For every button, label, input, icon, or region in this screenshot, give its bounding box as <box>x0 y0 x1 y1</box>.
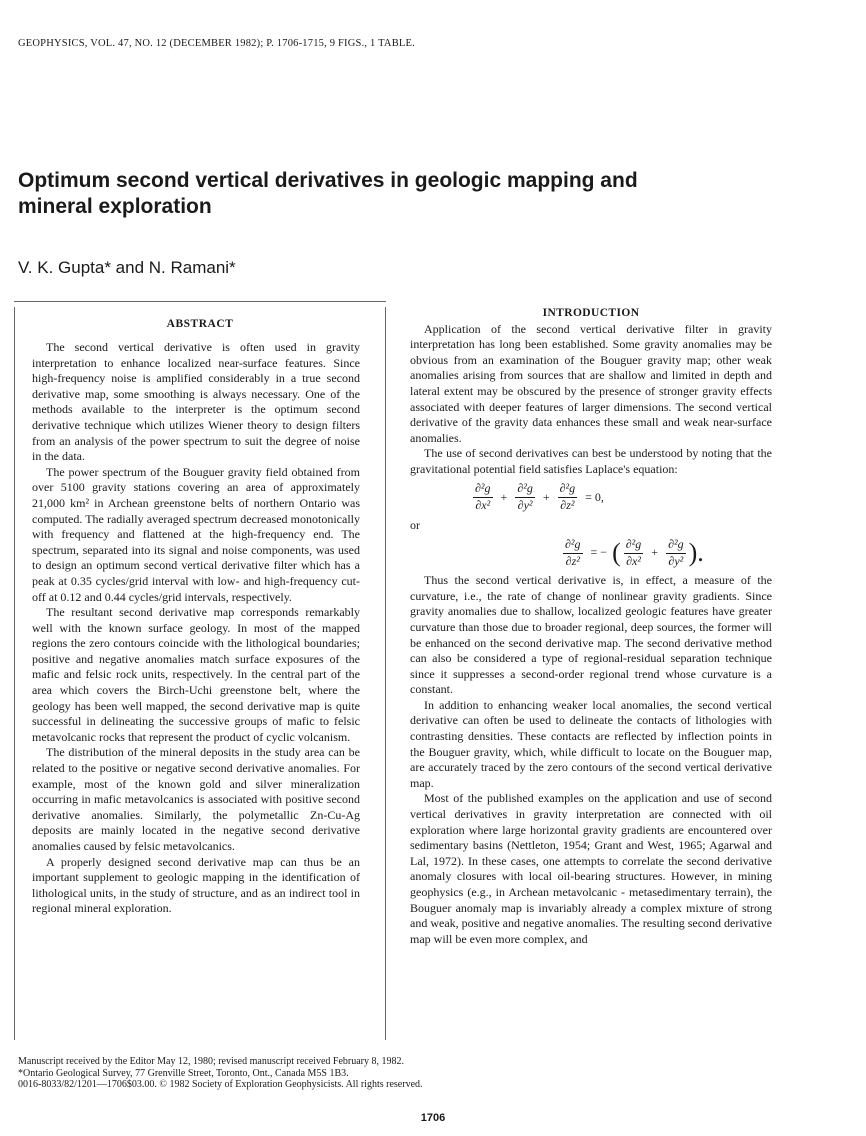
abstract-heading: ABSTRACT <box>166 318 234 330</box>
equals-minus: = − <box>590 545 608 560</box>
abstract-paragraph: The resultant second derivative map corresponds remarkably well with the known surface geology. In most of the mapped regions the zero contours coincide with the lithological boundaries; positive and negative anomalies match surface exposures of the mafic and felsic rock units, respectively. In the central part of the area which covers the Birch-Uchi greenstone belt, where the geology has been well mapped, the second derivative map is quite successful in delineating the successive groups of mafic to felsic metavolcanic rocks that represent the product of cyclic volcanism. <box>32 605 360 744</box>
page-number: 1706 <box>420 1112 446 1124</box>
second-derivative-equation <box>410 533 772 573</box>
plus-sign: + <box>542 489 550 504</box>
introduction-heading: INTRODUCTION <box>542 307 640 319</box>
open-paren: ( <box>612 538 621 568</box>
footnotes <box>18 1056 718 1091</box>
footnote-manuscript: Manuscript received by the Editor May 12, 1980; revised manuscript received February 8, 1982. <box>18 1056 405 1067</box>
denominator: ∂x² <box>626 553 641 568</box>
numerator: ∂²g <box>473 481 493 498</box>
footnote-copyright: 0016-8033/82/1201—1706$03.00. © 1982 Society of Exploration Geophysicists. All rights reserved. <box>18 1079 423 1090</box>
abstract-paragraph: The distribution of the mineral deposits in the study area can be related to the positive or negative second derivative anomalies. For example, most of the known gold and silver mineralization occurring in mafic metavolcanics is associated with positive second derivative anomalies. Similarly, the polymetallic Zn-Cu-Ag deposits are mainly located in the negative second derivative anomalies caused by felsic metavolcanics. <box>32 745 360 853</box>
fraction <box>473 481 493 513</box>
introduction-column <box>410 306 772 947</box>
fraction <box>558 481 578 513</box>
denominator: ∂z² <box>565 553 580 568</box>
fraction <box>666 537 686 569</box>
close-paren: ). <box>688 538 704 568</box>
numerator: ∂²g <box>624 537 644 554</box>
journal-citation: GEOPHYSICS, VOL. 47, NO. 12 (DECEMBER 1982); P. 1706-1715, 9 FIGS., 1 TABLE. <box>18 38 415 49</box>
footnote-affiliation: *Ontario Geological Survey, 77 Grenville Street, Toronto, Ont., Canada M5S 1B3. <box>18 1067 349 1079</box>
numerator: ∂²g <box>563 537 583 554</box>
article-title: Optimum second vertical derivatives in geologic mapping and mineral exploration <box>18 169 638 218</box>
abstract-top-rule <box>14 301 386 302</box>
authors: V. K. Gupta* and N. Ramani* <box>18 258 236 277</box>
abstract-paragraph: The second vertical derivative is often used in gravity interpretation to enhance localized near-surface features. Since high-frequency noise is amplified considerably in a true second derivative map, some smoothing is always necessary. One of the methods available to the interpreter is the optimum second derivative technique which utilizes Wiener theory to design filters from an analysis of the power spectrum to suit the degree of noise in the data. <box>32 340 360 464</box>
numerator: ∂²g <box>558 481 578 498</box>
laplace-equation <box>410 478 772 518</box>
denominator: ∂y² <box>517 498 533 513</box>
or-word: or <box>410 517 420 532</box>
fraction <box>624 537 644 569</box>
intro-paragraph: Application of the second vertical derivative filter in gravity interpretation has long been established. Some gravity anomalies may be obvious from an examination of the Bouguer gravity map; other weak anomalies arising from sources that are shallow and limited in depth and lateral extent may be obscured by the presence of stronger gravity effects associated with deeper features of larger dimensions. The second vertical derivative of the gravity data enhances these small and weak near-surface anomalies. <box>410 321 772 445</box>
plus-sign: + <box>651 545 659 560</box>
numerator: ∂²g <box>666 537 686 554</box>
denominator: ∂z² <box>560 498 575 513</box>
intro-paragraph: Most of the published examples on the application and use of second vertical derivatives in gravity interpretation are connected with oil exploration where large horizontal gravity gradients are encountered over sedimentary basins (Nettleton, 1954; Grant and West, 1965; Agarwal and Lal, 1972). In these cases, one attempts to correlate the second derivative anomaly closures with local oil-bearing structures. However, in mining geophysics (e.g., in Archean metavolcanic - metasedimentary terrain), the Bouguer anomaly map is invariably already a complex mixture of strong and weak, positive and negative anomalies. The resulting second derivative map will be even more complex, and <box>410 791 772 946</box>
intro-paragraph: The use of second derivatives can best be understood by noting that the gravitational potential field satisfies Laplace's equation: <box>410 446 772 476</box>
intro-paragraph: In addition to enhancing weaker local anomalies, the second vertical derivative can often be used to delineate the contacts of lithologies with contrasting densities. These contacts are reflected by inflection points in the Bouguer gravity, which, while difficult to locate on the Bouguer map, are accurately traced by the zero contours of the second vertical derivative map. <box>410 697 772 790</box>
abstract-paragraph: The power spectrum of the Bouguer gravity field obtained from over 5100 gravity stations covering an area of approximately 21,000 km² in Archean greenstone belts of northern Ontario was computed. The radially averaged spectrum decreased monotonically with frequency and flattened at the high-frequency end. The spectrum, separated into its signal and noise components, was used to design an optimum second vertical derivative filter which has a peak at 0.35 cycles/grid interval with low- and high-frequency cut-off at 0.12 and 0.44 cycles/grid intervals, respectively. <box>32 464 360 604</box>
fraction <box>515 481 535 513</box>
intro-paragraph: Thus the second vertical derivative is, in effect, a measure of the curvature, i.e., the rate of change of nonlinear gravity gradients. Since gravity anomalies due to shallow, localized geologic features have greater curvature than those due to broader regional, deep sources, the former will be enhanced on the second derivative map. The second derivative method can also be considered a type of regional-residual separation technique since it suppresses a second-order regional trend whose curvature is a constant. <box>410 573 772 697</box>
denominator: ∂x² <box>475 498 491 513</box>
plus-sign: + <box>500 489 508 504</box>
fraction <box>563 537 583 569</box>
abstract-body <box>32 340 360 917</box>
equation-rhs: = 0, <box>585 489 604 504</box>
numerator: ∂²g <box>515 481 535 498</box>
abstract-paragraph: A properly designed second derivative map can thus be an important supplement to geologic mapping in the identification of lithological units, in the study of structure, and as an indirect tool in regional mineral exploration. <box>32 854 360 916</box>
denominator: ∂y² <box>668 553 684 568</box>
